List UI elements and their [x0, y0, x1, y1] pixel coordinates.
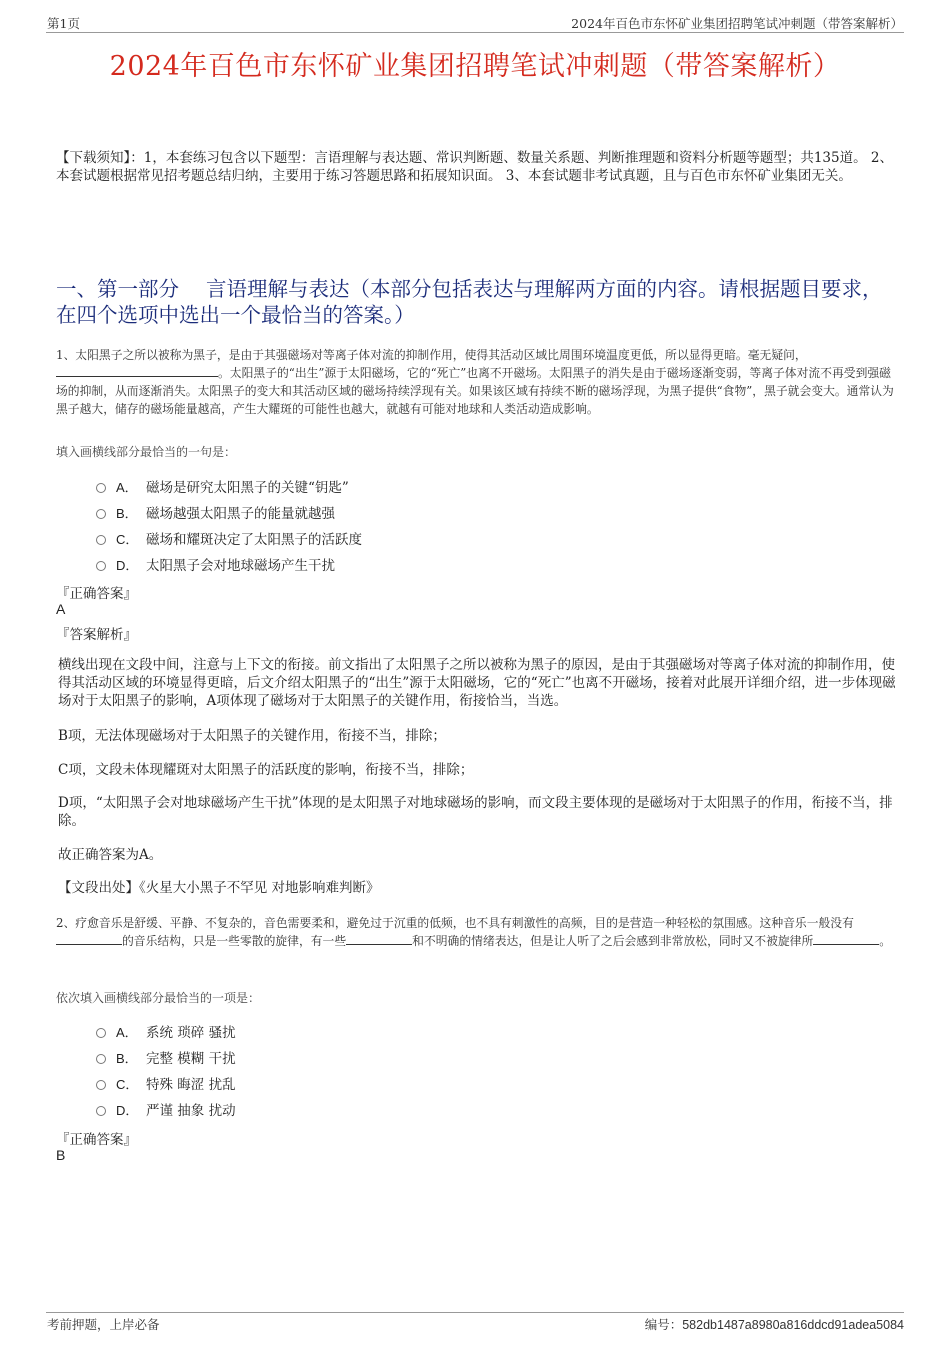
option-letter: A．	[116, 1024, 138, 1040]
q2-blank	[56, 932, 122, 945]
q1-answer-label: 『正确答案』	[56, 586, 137, 602]
radio-icon[interactable]	[96, 483, 106, 493]
q2-option-c[interactable]	[96, 1070, 236, 1096]
option-letter: B．	[116, 505, 138, 521]
option-text: 系统 琐碎 骚扰	[146, 1025, 236, 1041]
radio-icon[interactable]	[96, 1028, 106, 1038]
q2-text-part: 的音乐结构，只是一些零散的旋律，有一些	[122, 934, 347, 948]
q1-text-part: 1、太阳黑子之所以被称为黑子，是由于其强磁场对等离子体对流的抑制作用，使得其活动区域比周围环境温度更低，所以显得更暗。毫无疑问，	[56, 348, 807, 362]
q1-answer: A	[56, 601, 66, 617]
q2-answer-label: 『正确答案』	[56, 1132, 137, 1148]
q2-prompt: 依次填入画横线部分最恰当的一项是：	[56, 991, 261, 1005]
option-letter: B．	[116, 1050, 138, 1066]
document-title: 2024年百色市东怀矿业集团招聘笔试冲刺题（带答案解析）	[109, 51, 841, 82]
q1-analysis-c: C项，文段未体现耀斑对太阳黑子的活跃度的影响，衔接不当，排除；	[58, 762, 474, 778]
q1-text-part: 。太阳黑子的“出生”源于太阳磁场，它的“死亡”也离不开磁场。太阳黑子的消失是由于磁场逐渐变弱，等离子体对流不再受到强磁场的抑制，从而逐渐消失。太阳黑子的变大和其活动区域的磁场持续浮现有关。如果该区域有持续不断的磁场浮现，为黑子提供“食物”，黑子就会变大。通常认为黑子越大，储存的磁场能量越高，产生大耀斑的可能性也越大，就越有可能对地球和人类活动造成影响。	[56, 366, 894, 416]
option-text: 特殊 晦涩 扰乱	[146, 1077, 236, 1093]
radio-icon[interactable]	[96, 535, 106, 545]
header-rule	[46, 32, 904, 33]
footer-rule	[46, 1312, 904, 1313]
q1-option-a[interactable]	[96, 473, 362, 499]
q2-option-a[interactable]	[96, 1018, 236, 1044]
q1-analysis-b: B项，无法体现磁场对于太阳黑子的关键作用，衔接不当，排除；	[58, 728, 446, 744]
q2-option-b[interactable]	[96, 1044, 236, 1070]
q2-option-d[interactable]	[96, 1096, 236, 1122]
radio-icon[interactable]	[96, 1054, 106, 1064]
footer-slogan: 考前押题，上岸必备	[47, 1317, 160, 1332]
option-text: 磁场越强太阳黑子的能量就越强	[146, 506, 335, 522]
question-2-text	[56, 914, 898, 950]
q1-source: 【文段出处】《火星大小黑子不罕见 对地影响难判断》	[58, 880, 380, 896]
option-text: 磁场是研究太阳黑子的关键“钥匙”	[146, 480, 349, 496]
radio-icon[interactable]	[96, 509, 106, 519]
code-value: 582db1487a8980a816ddcd91adea5084	[682, 1318, 904, 1332]
option-letter: C．	[116, 1076, 139, 1092]
header-doc-title: 2024年百色市东怀矿业集团招聘笔试冲刺题（带答案解析）	[571, 16, 903, 31]
download-notice: 【下载须知】：1，本套练习包含以下题型：言语理解与表达题、常识判断题、数量关系题、判断推理题和资料分析题等题型；共135道。 2、本套试题根据常见招考题总结归纳，主要用于练习答题思路和拓展知识面。 3、本套试题非考试真题，且与百色市东怀矿业集团无关。	[56, 150, 893, 184]
q1-analysis-label: 『答案解析』	[56, 627, 137, 643]
q2-blank	[346, 932, 412, 945]
q1-analysis-d: D项，“太阳黑子会对地球磁场产生干扰”体现的是太阳黑子对地球磁场的影响，而文段主要体现的是磁场对于太阳黑子的作用，衔接不当，排除。	[58, 795, 893, 829]
code-label: 编号：	[644, 1317, 683, 1332]
option-text: 磁场和耀斑决定了太阳黑子的活跃度	[146, 532, 362, 548]
q2-text-part: 和不明确的情绪表达，但是让人听了之后会感到非常放松，同时又不被旋律所	[412, 934, 814, 948]
option-text: 太阳黑子会对地球磁场产生干扰	[146, 558, 335, 574]
option-letter: D．	[116, 1102, 139, 1118]
radio-icon[interactable]	[96, 1106, 106, 1116]
q1-analysis-main: 横线出现在文段中间，注意与上下文的衔接。前文指出了太阳黑子之所以被称为黑子的原因，是由于其强磁场对等离子体对流的抑制作用，使得其活动区域的环境显得更暗，后文介绍太阳黑子的“出生”源于太阳磁场，它的“死亡”也离不开磁场，接着对此展开详细介绍，进一步体现磁场对于太阳黑子的影响，A项体现了磁场对于太阳黑子的关键作用，衔接恰当，当选。	[58, 657, 896, 709]
q2-text-part: 2、疗愈音乐是舒缓、平静、不复杂的，音色需要柔和，避免过于沉重的低频，也不具有刺激性的高频，目的是营造一种轻松的氛围感。这种音乐一般没有	[56, 916, 854, 930]
section-heading: 一、第一部分 言语理解与表达（本部分包括表达与理解两方面的内容。请根据题目要求，在四个选项中选出一个最恰当的答案。）	[56, 277, 883, 327]
radio-icon[interactable]	[96, 561, 106, 571]
q1-conclusion: 故正确答案为A。	[58, 847, 163, 863]
q1-options	[96, 473, 362, 577]
page-number: 第1页	[47, 16, 80, 31]
q1-option-b[interactable]	[96, 499, 362, 525]
q2-text-part: 。	[879, 934, 892, 948]
option-letter: A．	[116, 479, 138, 495]
q1-blank	[56, 364, 218, 377]
q1-prompt: 填入画横线部分最恰当的一句是：	[56, 445, 237, 459]
q1-option-c[interactable]	[96, 525, 362, 551]
option-letter: C．	[116, 531, 139, 547]
q2-blank	[813, 932, 879, 945]
option-letter: D．	[116, 557, 139, 573]
q2-options	[96, 1018, 236, 1122]
q1-option-d[interactable]	[96, 551, 362, 577]
q2-answer: B	[56, 1147, 66, 1163]
radio-icon[interactable]	[96, 1080, 106, 1090]
option-text: 完整 模糊 干扰	[146, 1051, 236, 1067]
footer-code	[645, 1315, 904, 1333]
option-text: 严谨 抽象 扰动	[146, 1103, 236, 1119]
question-1-text	[56, 346, 898, 418]
